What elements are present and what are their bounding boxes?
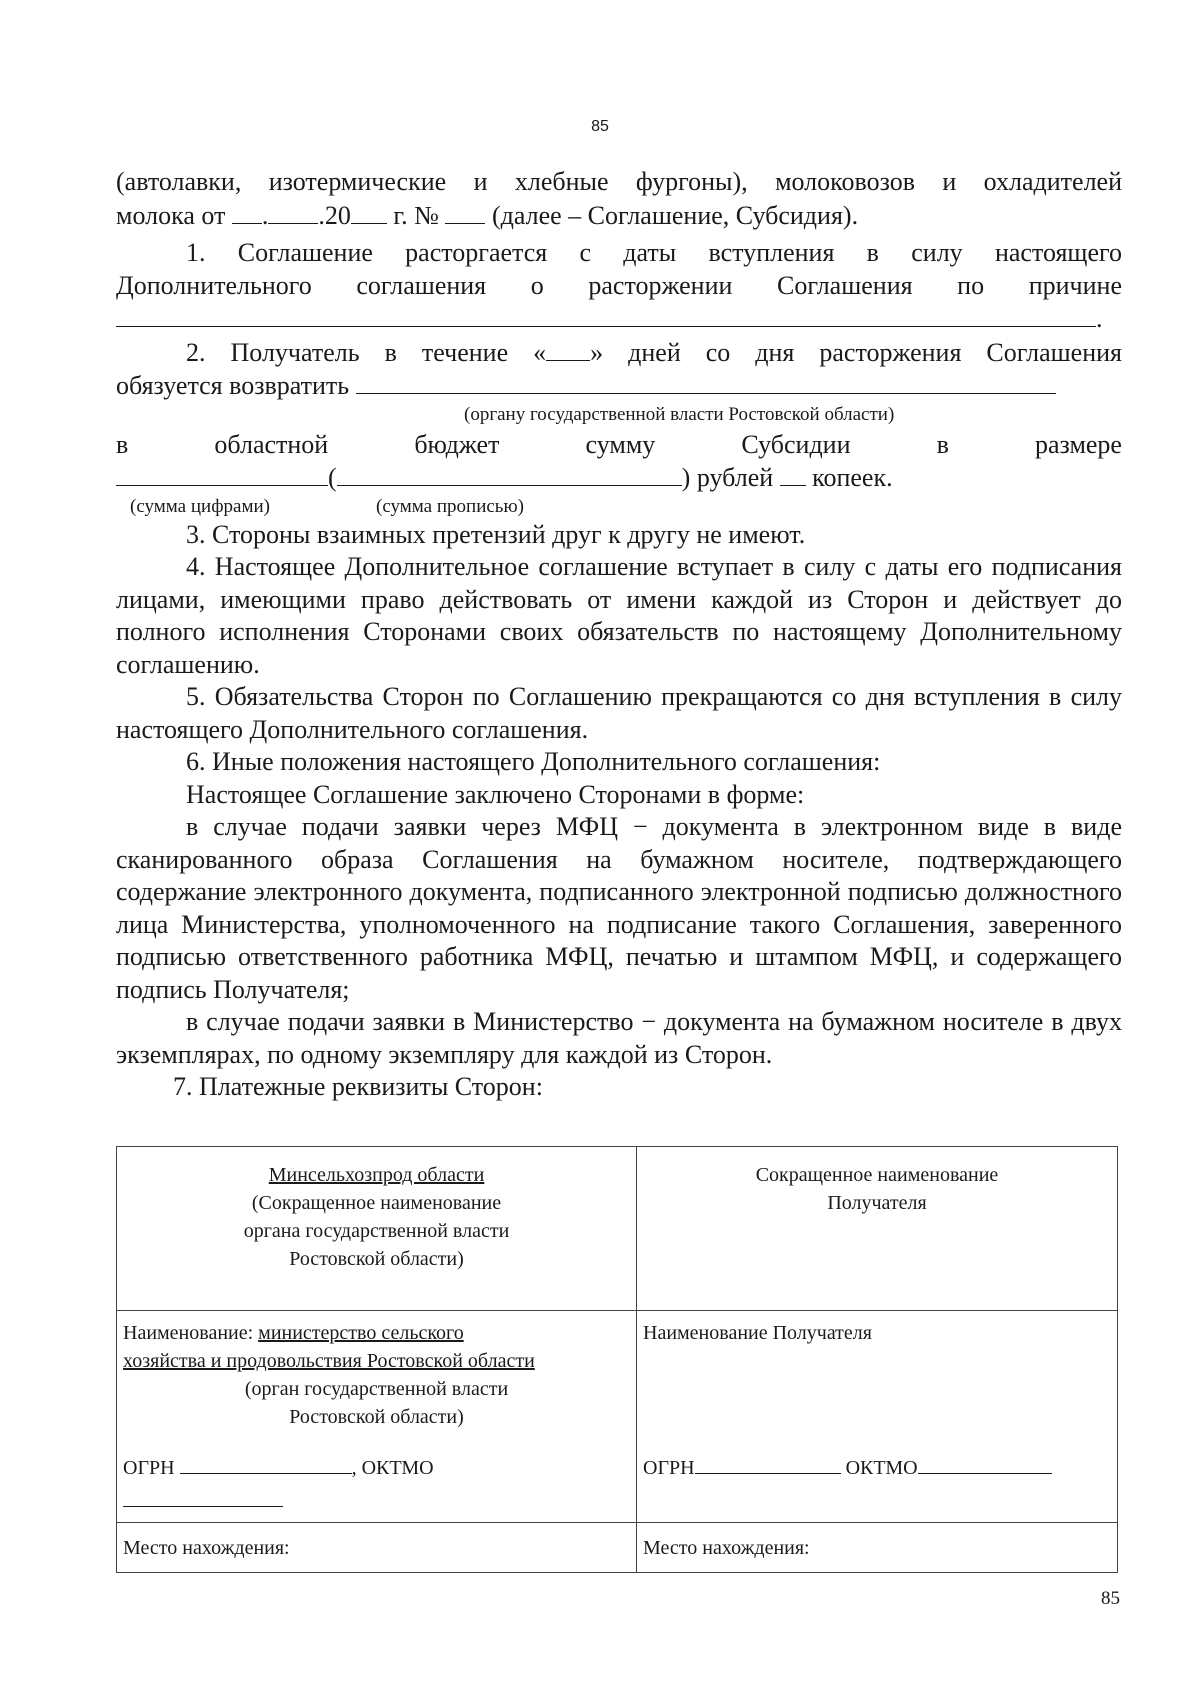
caption-line: Ростовской области): [289, 1248, 464, 1270]
clause-5: 5. Обязательства Сторон по Соглашению прекращаются со дня вступления в силу настоящего Дополнительного соглашения.: [116, 682, 1122, 744]
left-name-cell: [117, 1311, 637, 1523]
days-blank: [546, 336, 590, 361]
left-name-line-2: хозяйства и продовольствия Ростовской области: [123, 1350, 535, 1372]
right-ogrn-line: ОГРН ОКТМО: [643, 1453, 1111, 1482]
right-header-cell: [637, 1147, 1118, 1311]
caption-sum-words: (сумма прописью): [376, 495, 524, 517]
clause-6-ministry: в случае подачи заявки в Министерство − документа на бумажном носителе в двух экземплярах, по одному экземпляру для каждой из Сторон.: [116, 1007, 1122, 1069]
sum-captions: [116, 495, 1122, 519]
clause-3: 3. Стороны взаимных претензий друг к другу не имеют.: [186, 519, 806, 549]
year-blank: [351, 199, 387, 224]
caption-line: (Сокращенное наименование: [251, 1192, 502, 1214]
intro-line-1: (автолавки, изотермические и хлебные фургоны), молоковозов и охладителей: [116, 167, 1122, 196]
caption-line: Ростовской области): [289, 1406, 464, 1428]
right-ogrn-blank: [695, 1453, 841, 1474]
organ-blank: [356, 369, 1056, 394]
clause-7: 7. Платежные реквизиты Сторон:: [173, 1072, 543, 1101]
right-location-cell: Место нахождения:: [637, 1523, 1118, 1573]
caption-line: Сокращенное наименование: [755, 1164, 999, 1186]
table-row: [117, 1523, 1118, 1573]
caption-sum-digits: (сумма цифрами): [130, 495, 270, 517]
caption-organ: (органу государственной власти Ростовской области): [464, 403, 895, 425]
clause-1-line-3: .: [116, 302, 1122, 336]
intro-line-2: молока от . .20 г. № (далее – Соглашение, Субсидия).: [116, 200, 859, 230]
table-row: [117, 1147, 1118, 1311]
clause-4: 4. Настоящее Дополнительное соглашение вступает в силу с даты его подписания лицами, имеющими право действовать от имени каждой из Сторон и действует до полного исполнения Сторонами своих обязательств по настоящему Дополнительному соглашению.: [116, 552, 1122, 679]
left-name-line-1: Наименование: министерство сельского: [123, 1322, 464, 1344]
left-ogrn-line: ОГРН , ОКТМО: [123, 1453, 630, 1482]
kopecks-blank: [780, 461, 806, 486]
left-ogrn-blank: [180, 1453, 352, 1474]
page-number-bottom: 85: [1101, 1588, 1120, 1609]
caption-line: Получателя: [827, 1192, 927, 1214]
clause-6-form: Настоящее Соглашение заключено Сторонами в форме:: [186, 779, 805, 809]
clause-2-line-4: ( ) рублей копеек.: [116, 461, 1122, 495]
clause-1-line-1: 1. Соглашение расторгается с даты вступления в силу настоящего: [186, 238, 1122, 267]
right-oktmo-blank: [918, 1453, 1052, 1474]
day-blank: [232, 199, 262, 224]
document-body: [116, 166, 1122, 1104]
right-name-cell: [637, 1311, 1118, 1523]
month-blank: [268, 199, 318, 224]
table-row: [117, 1311, 1118, 1523]
payment-details-table: [116, 1146, 1118, 1573]
clause-6-mfc: в случае подачи заявки через МФЦ − документа в электронном виде в виде сканированного образа Соглашения на бумажном носителе, подтверждающего содержание электронного документа, подписанного электронной подписью должностного лица Министерства, уполномоченного на подписание такого Соглашения, заверенного подписью ответственного работника МФЦ, печатью и штампом МФЦ, и содержащего подпись Получателя;: [116, 812, 1122, 1004]
ministry-short-name: Минсельхозпрод области: [268, 1164, 485, 1186]
page-number-top: 85: [591, 118, 609, 135]
clause-2-line-1: 2. Получатель в течение « » дней со дня расторжения Соглашения: [186, 337, 1122, 367]
reason-blank: [116, 302, 1096, 327]
caption-line: (орган государственной власти: [244, 1378, 509, 1400]
left-header-cell: [117, 1147, 637, 1311]
left-oktmo-line: [123, 1486, 630, 1515]
left-oktmo-blank: [123, 1486, 283, 1507]
clause-1-line-2: Дополнительного соглашения о расторжении Соглашения по причине: [116, 270, 1122, 300]
sum-digits-blank: [116, 461, 328, 486]
left-location-cell: Место нахождения:: [117, 1523, 637, 1573]
caption-line: органа государственной власти: [243, 1220, 510, 1242]
right-name: Наименование Получателя: [643, 1322, 872, 1344]
clause-2-line-2: обязуется возвратить: [116, 369, 1122, 403]
clause-2-line-3: в областной бюджет сумму Субсидии в размере: [116, 429, 1122, 459]
clause-6-title: 6. Иные положения настоящего Дополнительного соглашения:: [186, 747, 881, 776]
number-blank: [445, 199, 485, 224]
sum-words-blank: [337, 461, 682, 486]
